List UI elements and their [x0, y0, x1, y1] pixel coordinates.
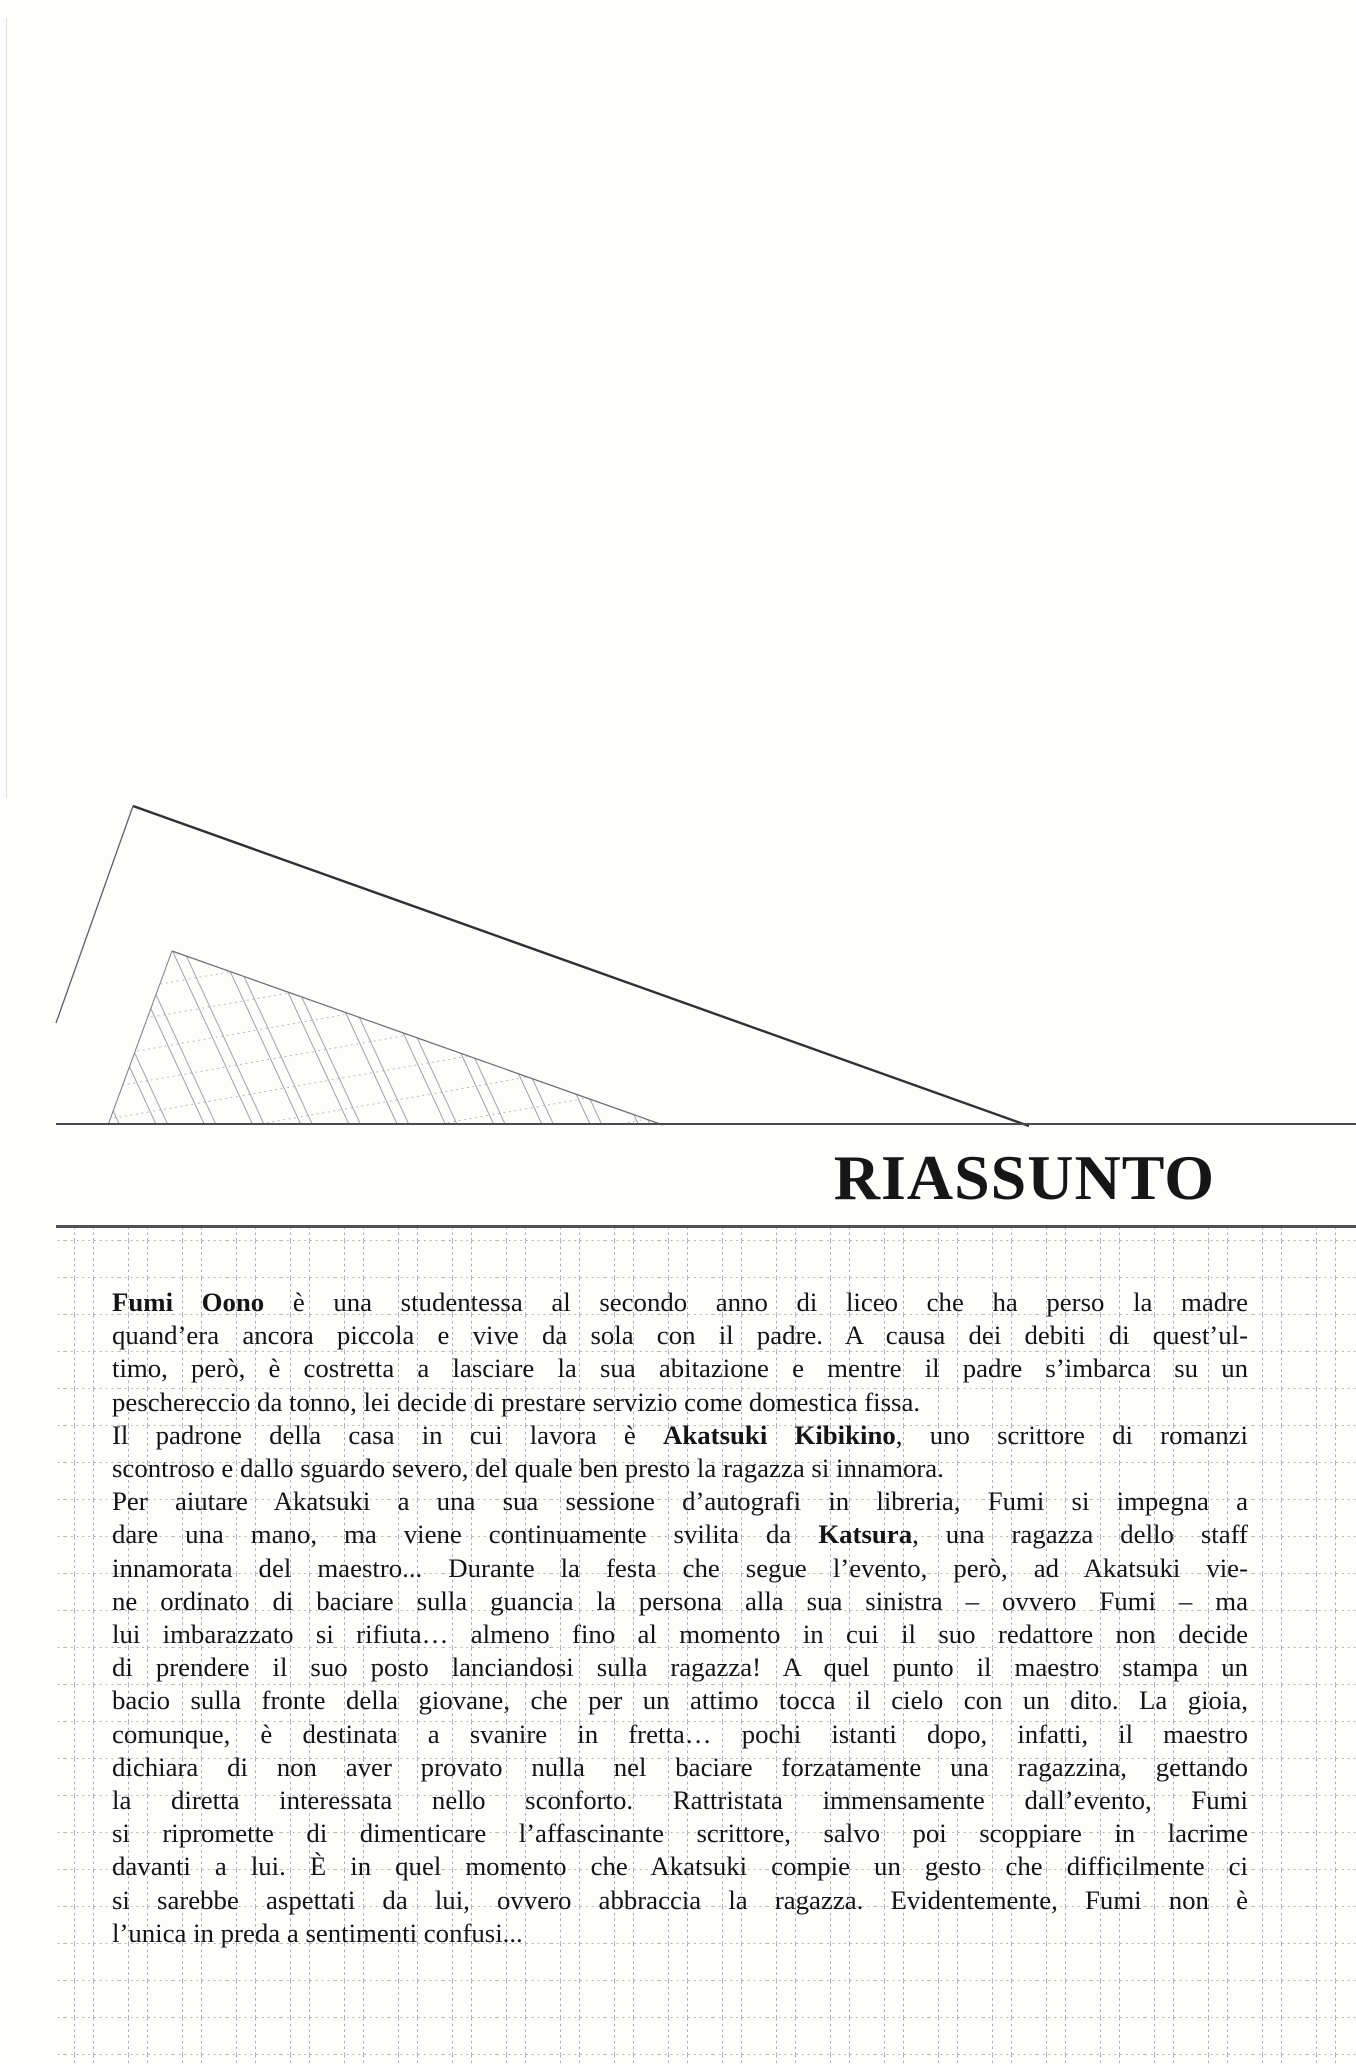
text-segment: comunque, è destinata a svanire in fretta… pochi istanti dopo, infatti, il maestro: [112, 1718, 1248, 1749]
text-line: [112, 1518, 1248, 1551]
text-segment: dichiara di non aver provato nulla nel baciare forzatamente una ragazzina, gettando: [112, 1751, 1248, 1782]
text-segment: di prendere il suo posto lanciandosi sulla ragazza! A quel punto il maestro stampa un: [112, 1652, 1248, 1683]
text-line: [112, 1319, 1248, 1352]
text-segment: innamorata del maestro... Durante la festa che segue l’evento, però, ad Akatsuki vie-: [112, 1552, 1248, 1583]
text-segment: è una studentessa al secondo anno di liceo che ha perso la madre: [264, 1287, 1248, 1317]
text-segment: Per aiutare Akatsuki a una sua sessione d’autografi in libreria, Fumi si impegna a: [112, 1486, 1248, 1517]
text-line: [112, 1850, 1248, 1883]
text-segment: si ripromette di dimenticare l’affascinante scrittore, salvo poi scoppiare in lacrime: [112, 1818, 1248, 1849]
text-segment: lui imbarazzato si rifiuta… almeno fino al momento in cui il suo redattore non decide: [112, 1619, 1248, 1650]
text-line: [112, 1585, 1248, 1618]
text-line: [112, 1352, 1248, 1385]
text-line: [112, 1386, 1248, 1419]
character-name-bold: Fumi Oono: [112, 1287, 265, 1317]
text-segment: peschereccio da tonno, lei decide di prestare servizio come domestica fissa.: [112, 1386, 921, 1417]
text-segment: scontroso e dallo sguardo severo, del quale ben presto la ragazza si innamora.: [112, 1453, 944, 1484]
text-line: [112, 1485, 1248, 1518]
text-segment: , uno scrittore di romanzi: [895, 1419, 1248, 1450]
text-segment: davanti a lui. È in quel momento che Akatsuki compie un gesto che difficilmente ci: [112, 1851, 1248, 1882]
text-line: [112, 1618, 1248, 1651]
paragraph: [112, 1485, 1248, 1950]
title-rule-top: [56, 1123, 1356, 1125]
text-line: [112, 1817, 1248, 1850]
page-title: RIASSUNTO: [833, 1142, 1215, 1213]
triangle-left-edge: [56, 806, 133, 1023]
character-name-bold: Akatsuki Kibikino: [663, 1419, 896, 1450]
text-line: [112, 1917, 1248, 1950]
text-line: [112, 1651, 1248, 1684]
text-line: [112, 1552, 1248, 1585]
text-segment: , una ragazza dello staff: [912, 1519, 1248, 1550]
character-name-bold: Katsura: [818, 1519, 913, 1550]
text-line: [112, 1452, 1248, 1485]
text-line: [112, 1286, 1248, 1319]
text-line: [112, 1784, 1248, 1817]
text-segment: timo, però, è costretta a lasciare la sua abitazione e mentre il padre s’imbarca su un: [112, 1353, 1248, 1384]
summary-text: [112, 1286, 1248, 1950]
text-line: [112, 1718, 1248, 1751]
text-segment: dare una mano, ma viene continuamente svilita da: [112, 1519, 819, 1550]
text-segment: la diretta interessata nello sconforto. Rattristata immensamente dall’evento, Fumi: [112, 1785, 1248, 1816]
text-line: [112, 1884, 1248, 1917]
text-segment: l’unica in preda a sentimenti confusi...: [112, 1917, 523, 1948]
paragraph: [112, 1286, 1248, 1419]
text-line: [112, 1684, 1248, 1717]
text-segment: ne ordinato di baciare sulla guancia la persona alla sua sinistra – ovvero Fumi – ma: [112, 1585, 1248, 1616]
text-segment: bacio sulla fronte della giovane, che per un attimo tocca il cielo con un dito. La gioia,: [112, 1685, 1248, 1716]
text-segment: si sarebbe aspettati da lui, ovvero abbraccia la ragazza. Evidentemente, Fumi non è: [112, 1884, 1248, 1915]
text-line: [112, 1419, 1248, 1452]
text-segment: Il padrone della casa in cui lavora è: [112, 1419, 664, 1450]
tilted-sheet-grid: [13, 869, 725, 1140]
text-segment: quand’era ancora piccola e vive da sola con il padre. A causa dei debiti di quest’ul-: [112, 1320, 1248, 1351]
paragraph: [112, 1419, 1248, 1485]
text-line: [112, 1751, 1248, 1784]
